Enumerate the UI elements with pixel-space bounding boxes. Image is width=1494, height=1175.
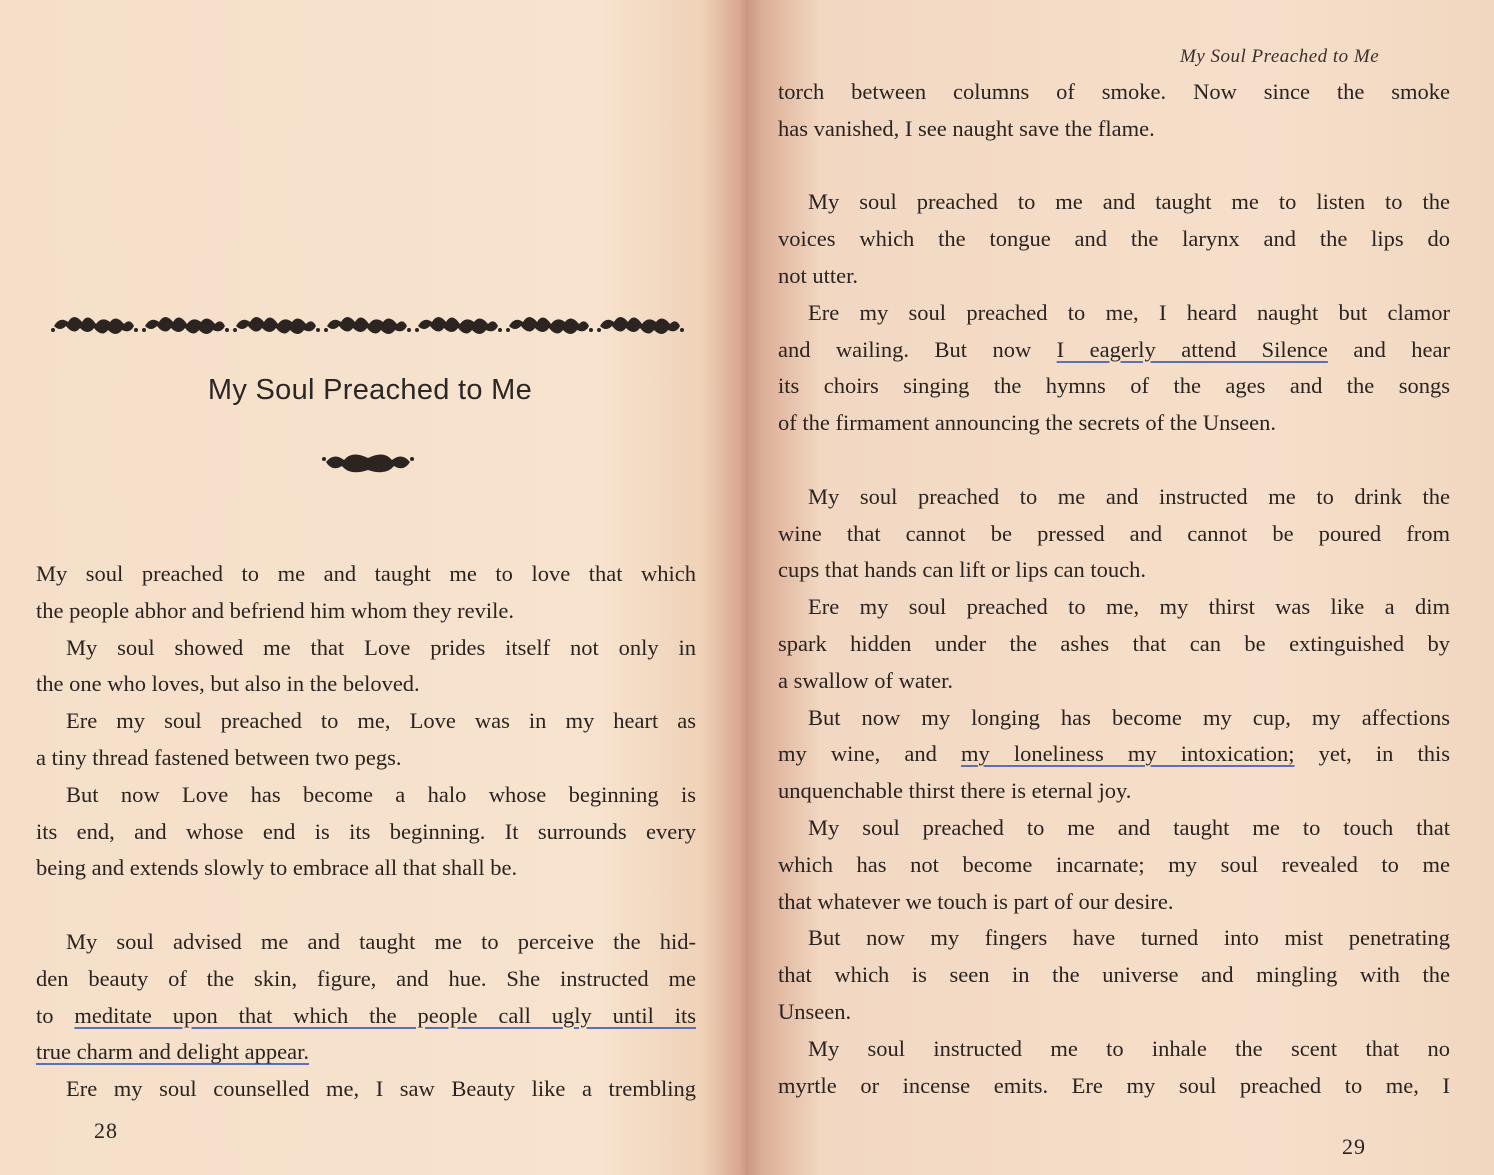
text-line: But now Love has become a halo whose beginning is bbox=[66, 781, 696, 807]
text-line: has vanished, I see naught save the flame. bbox=[778, 115, 1155, 141]
text-line: not utter. bbox=[778, 262, 858, 288]
text-line: of the firmament announcing the secrets of the Unseen. bbox=[778, 410, 1276, 436]
text-line: that whatever we touch is part of our desire. bbox=[778, 888, 1174, 914]
text-line: its end, and whose end is its beginning. It surrounds every bbox=[36, 818, 696, 844]
text-line: unquenchable thirst there is eternal joy. bbox=[778, 778, 1132, 804]
text-line: My soul preached to me and taught me to love that which bbox=[36, 561, 696, 586]
text-line: But now my fingers have turned into mist penetrating bbox=[808, 925, 1450, 951]
paragraph-gap bbox=[778, 148, 1450, 185]
text-line: myrtle or incense emits. Ere my soul preached to me, I bbox=[778, 1072, 1450, 1098]
page-number: 28 bbox=[94, 1118, 118, 1143]
text-line: Ere my soul preached to me, Love was in my heart as bbox=[66, 708, 696, 734]
text-line: But now my longing has become my cup, my affections bbox=[808, 704, 1450, 730]
text-line: My soul advised me and taught me to perceive the hid- bbox=[66, 928, 696, 954]
text-line: Unseen. bbox=[778, 998, 852, 1024]
pen-underlined-text: I eagerly attend Silence bbox=[1056, 336, 1328, 362]
text-fragment: yet, in this bbox=[1294, 741, 1450, 767]
text-line: Ere my soul preached to me, I heard naught but clamor bbox=[808, 299, 1450, 325]
text-line: being and extends slowly to embrace all that shall be. bbox=[36, 855, 518, 881]
text-line: a tiny thread fastened between two pegs. bbox=[36, 744, 402, 770]
text-line bbox=[778, 736, 1450, 773]
text-line bbox=[36, 1034, 696, 1071]
chapter-title: My Soul Preached to Me bbox=[207, 374, 533, 406]
paragraph-gap bbox=[778, 442, 1450, 479]
text-line: voices which the tongue and the larynx and the lips do bbox=[778, 226, 1450, 252]
text-line: den beauty of the skin, figure, and hue. She instructed me bbox=[36, 965, 696, 991]
text-line: Ere my soul preached to me, my thirst was like a dim bbox=[808, 594, 1450, 620]
text-line: My soul preached to me and instructed me to drink the bbox=[808, 483, 1450, 509]
text-line bbox=[778, 332, 1450, 369]
text-line: the one who loves, but also in the beloved. bbox=[36, 671, 420, 697]
text-line: spark hidden under the ashes that can be extinguished by bbox=[778, 630, 1450, 656]
text-line: which has not become incarnate; my soul revealed to me bbox=[778, 851, 1450, 877]
text-line: My soul showed me that Love prides itself not only in bbox=[66, 634, 696, 660]
left-page bbox=[0, 0, 745, 1175]
left-page-body bbox=[36, 556, 696, 1108]
right-page-body bbox=[778, 74, 1450, 1104]
text-fragment: my wine, and bbox=[778, 741, 961, 767]
running-head: My Soul Preached to Me bbox=[1180, 46, 1380, 67]
text-line: a swallow of water. bbox=[778, 667, 953, 693]
text-line bbox=[36, 998, 696, 1035]
text-fragment: and wailing. But now bbox=[778, 336, 1057, 362]
text-fragment: to bbox=[36, 1002, 75, 1028]
text-line: torch between columns of smoke. Now since the smoke bbox=[778, 79, 1450, 104]
text-line: the people abhor and befriend him whom they revile. bbox=[36, 597, 514, 623]
right-page bbox=[750, 0, 1494, 1175]
text-line: wine that cannot be pressed and cannot be poured from bbox=[778, 520, 1450, 546]
pen-underlined-text: true charm and delight appear. bbox=[36, 1039, 310, 1065]
text-fragment: and hear bbox=[1327, 336, 1451, 362]
text-line: that which is seen in the universe and mingling with the bbox=[778, 962, 1450, 988]
decorative-fleuron bbox=[322, 450, 414, 476]
text-line: Ere my soul counselled me, I saw Beauty like a trembling bbox=[66, 1076, 696, 1102]
text-line: cups that hands can lift or lips can touch. bbox=[778, 557, 1147, 583]
page-number: 29 bbox=[1342, 1134, 1366, 1159]
pen-underlined-text: my loneliness my intoxication; bbox=[960, 741, 1295, 767]
decorative-ornament-bar bbox=[50, 308, 685, 342]
text-line: My soul instructed me to inhale the scent that no bbox=[808, 1035, 1450, 1061]
pen-underlined-text: meditate upon that which the people call ugly until its bbox=[74, 1002, 696, 1028]
text-line: My soul preached to me and taught me to touch that bbox=[808, 814, 1450, 840]
text-line: My soul preached to me and taught me to listen to the bbox=[808, 189, 1450, 215]
paragraph-gap bbox=[36, 887, 696, 924]
text-line: its choirs singing the hymns of the ages and the songs bbox=[778, 373, 1450, 399]
